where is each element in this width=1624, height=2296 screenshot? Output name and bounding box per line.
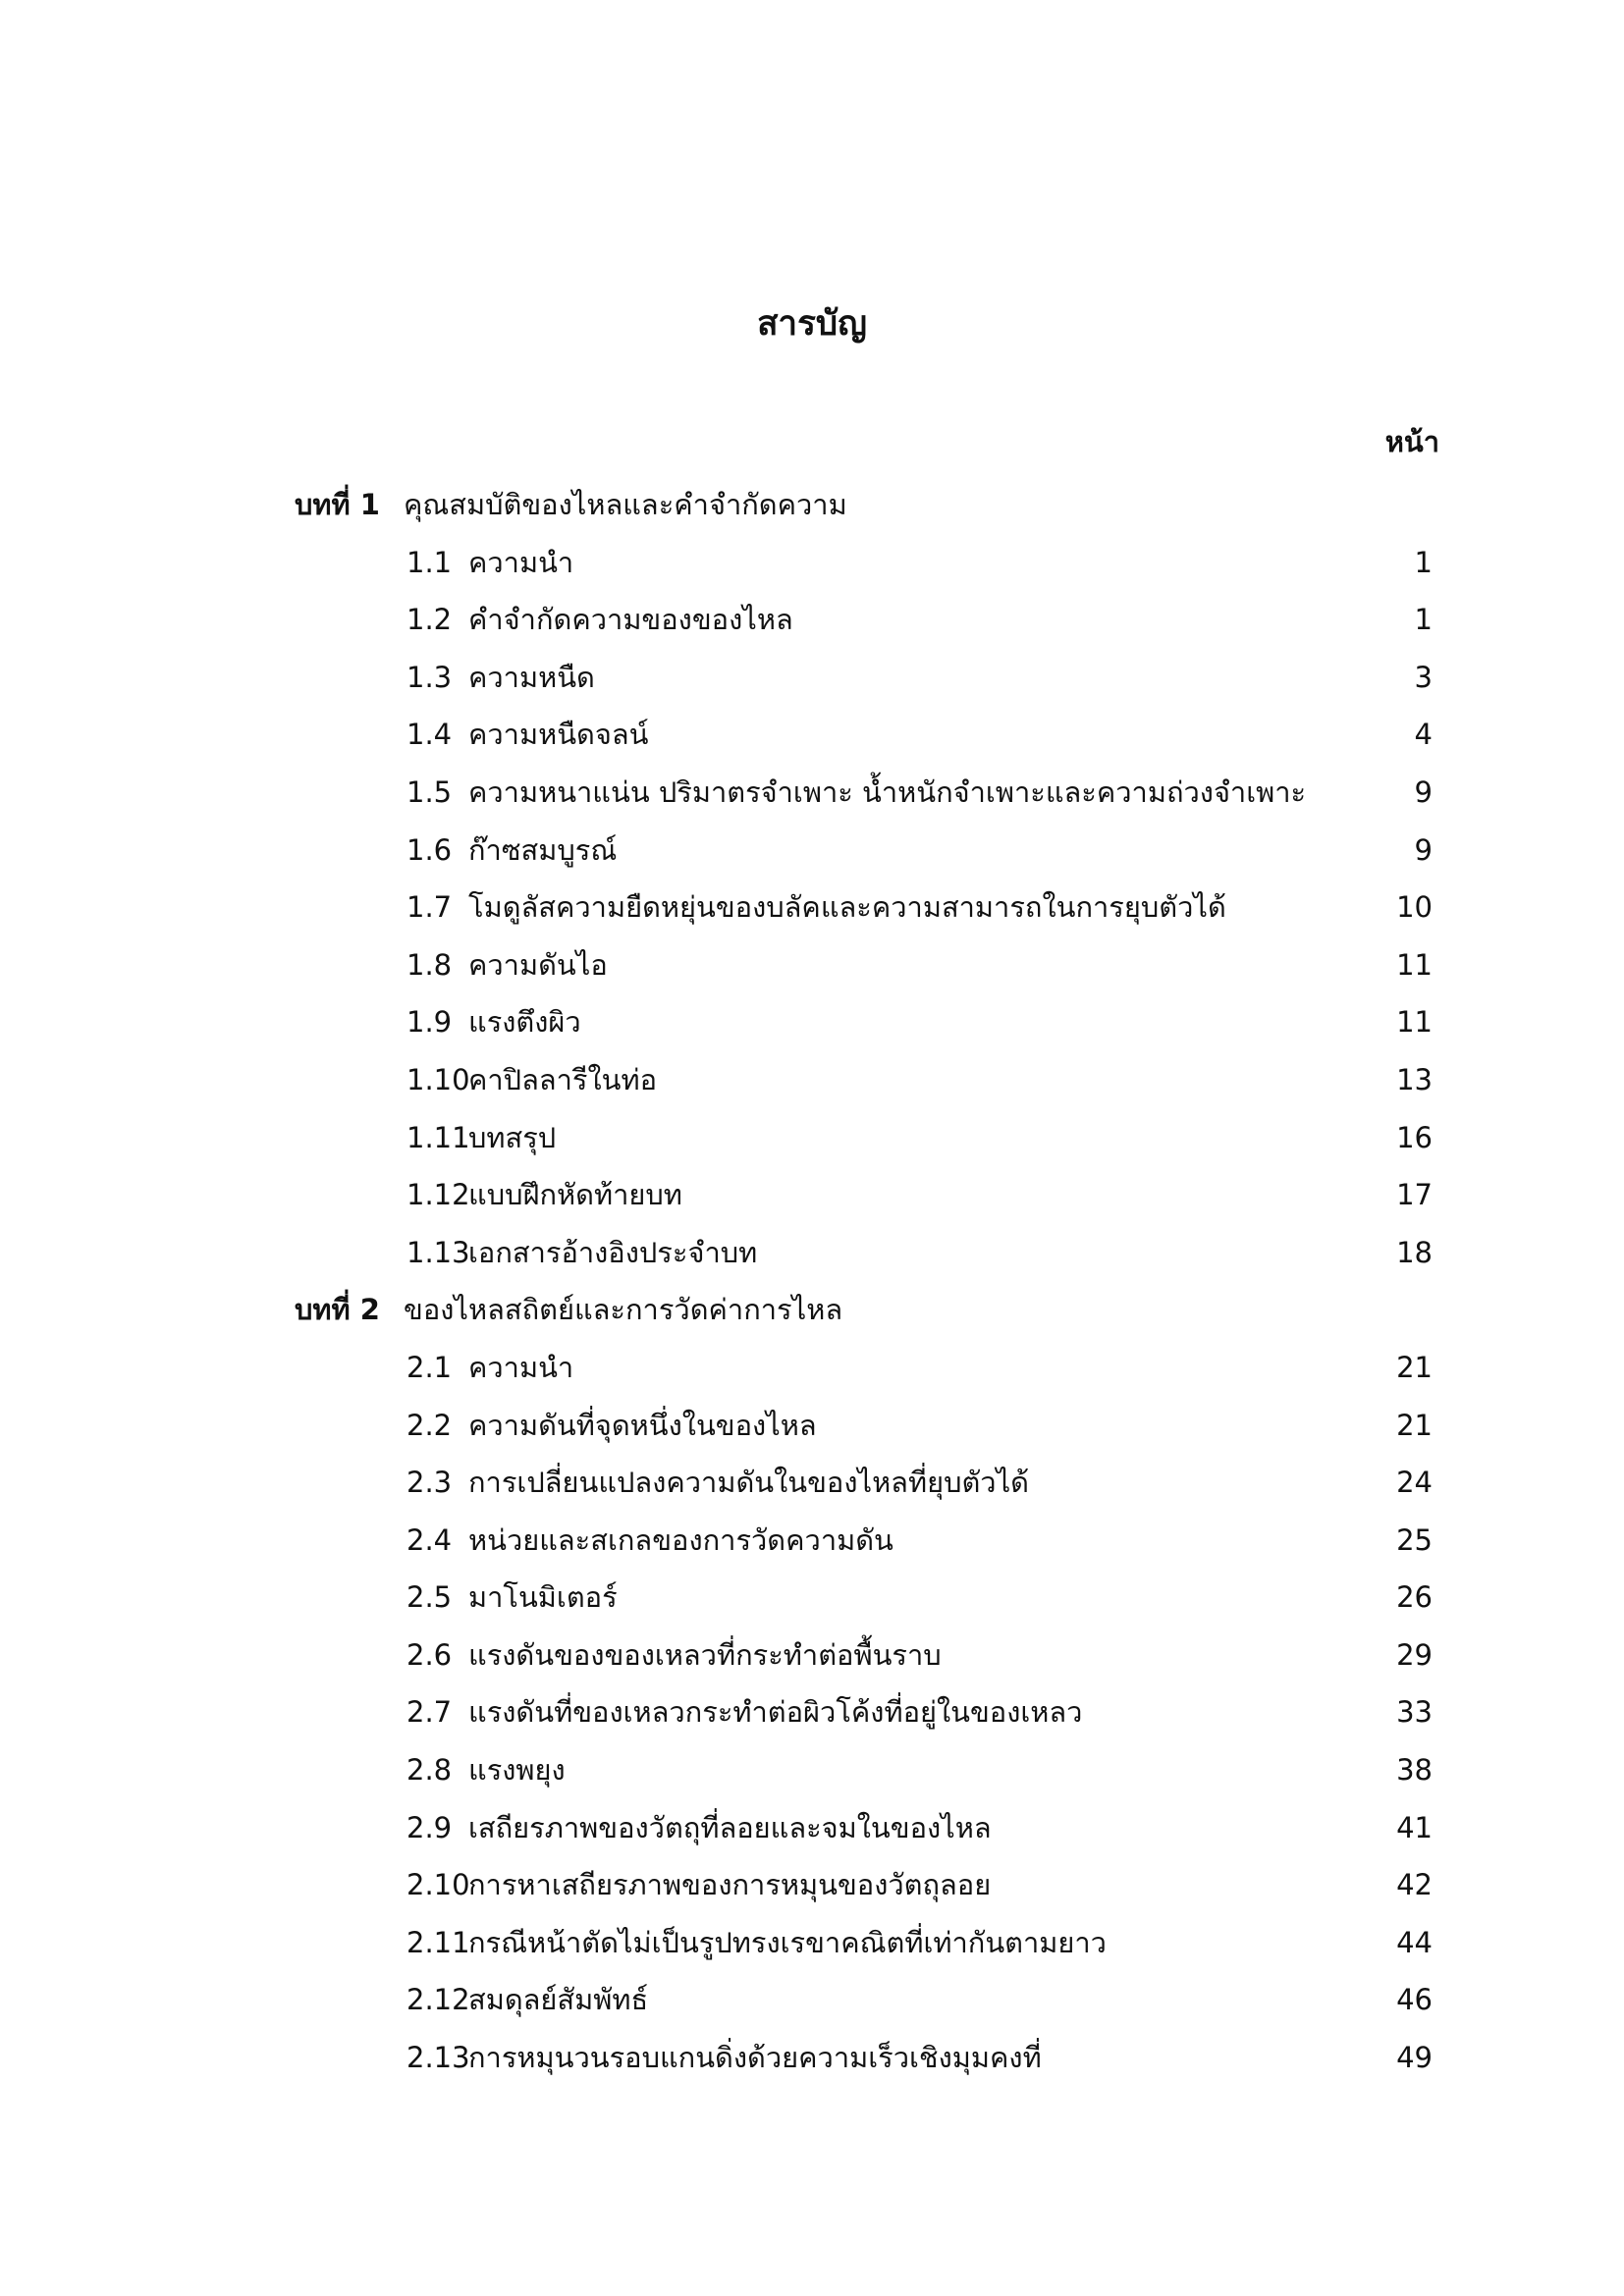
section-title: แรงตึงผิว — [468, 1005, 581, 1040]
section-page: 16 — [1396, 1120, 1433, 1154]
section-number: 1.8 — [406, 947, 453, 982]
section-page: 24 — [1396, 1466, 1433, 1500]
section-title: ความนำ — [468, 545, 574, 579]
section-title: บทสรุป — [468, 1120, 557, 1154]
section-page: 17 — [1396, 1178, 1433, 1212]
section-page: 26 — [1396, 1580, 1433, 1615]
section-number: 2.5 — [406, 1580, 453, 1615]
chapter-title: ของไหลสถิตย์และการวัดค่าการไหล — [404, 1293, 843, 1327]
section-title: การหมุนวนรอบแกนดิ่งด้วยความเร็วเชิงมุมคงที่ — [468, 2041, 1042, 2075]
toc-entry — [0, 2029, 1624, 2087]
section-title: ความหนืดจลน์ — [468, 718, 649, 752]
toc-chapter-1 — [0, 476, 1624, 534]
toc-entry — [0, 1051, 1624, 1109]
toc-entry — [0, 591, 1624, 649]
chapter-label: บทที่ 1 — [295, 488, 380, 521]
section-page: 42 — [1396, 1868, 1433, 1902]
section-page: 1 — [1414, 603, 1433, 637]
section-page: 21 — [1396, 1350, 1433, 1384]
toc-entry — [0, 1454, 1624, 1512]
section-page: 11 — [1396, 1005, 1433, 1040]
section-number: 2.1 — [406, 1350, 453, 1384]
section-number: 1.3 — [406, 660, 453, 694]
toc-entry — [0, 1109, 1624, 1167]
section-title: ความดันไอ — [468, 947, 608, 982]
toc-entry — [0, 1512, 1624, 1570]
section-page: 9 — [1414, 774, 1433, 809]
page-title: สารบัญ — [757, 304, 867, 344]
section-title: ความหนาแน่น ปริมาตรจำเพาะ น้ำหนักจำเพาะและความถ่วงจำเพาะ — [468, 774, 1307, 809]
section-title: หน่วยและสเกลของการวัดความดัน — [468, 1522, 893, 1557]
section-title: ความหนืด — [468, 660, 595, 694]
section-page: 25 — [1396, 1522, 1433, 1557]
section-number: 1.1 — [406, 545, 453, 579]
section-number: 2.13 — [406, 2041, 470, 2075]
toc-entry — [0, 1971, 1624, 2029]
section-page: 9 — [1414, 832, 1433, 867]
toc-entry — [0, 1224, 1624, 1282]
section-number: 2.12 — [406, 1983, 470, 2017]
chapter-title: คุณสมบัติของไหลและคำจำกัดความ — [404, 488, 847, 521]
section-title: แรงดันที่ของเหลวกระทำต่อผิวโค้งที่อยู่ในของเหลว — [468, 1695, 1083, 1730]
section-page: 18 — [1396, 1235, 1433, 1269]
page-column-header: หน้า — [1384, 425, 1439, 458]
section-page: 46 — [1396, 1983, 1433, 2017]
section-title: มาโนมิเตอร์ — [468, 1580, 618, 1615]
section-number: 2.8 — [406, 1753, 453, 1788]
section-number: 2.2 — [406, 1408, 453, 1442]
toc-entry — [0, 879, 1624, 936]
section-title: การเปลี่ยนแปลงความดันในของไหลที่ยุบตัวได้ — [468, 1466, 1030, 1500]
section-title: กรณีหน้าตัดไม่เป็นรูปทรงเรขาคณิตที่เท่ากันตามยาว — [468, 1925, 1107, 1959]
toc-entry — [0, 1339, 1624, 1397]
section-number: 2.9 — [406, 1810, 453, 1844]
toc-entry — [0, 1627, 1624, 1684]
toc-entry — [0, 993, 1624, 1051]
toc-entry — [0, 1683, 1624, 1741]
section-title: เอกสารอ้างอิงประจำบท — [468, 1235, 758, 1269]
section-page: 21 — [1396, 1408, 1433, 1442]
section-number: 2.3 — [406, 1466, 453, 1500]
chapter-label: บทที่ 2 — [295, 1293, 380, 1327]
section-number: 2.10 — [406, 1868, 470, 1902]
section-page: 4 — [1414, 718, 1433, 752]
toc-entry — [0, 936, 1624, 994]
section-number: 1.7 — [406, 890, 453, 925]
section-title: แรงดันของของเหลวที่กระทำต่อพื้นราบ — [468, 1637, 942, 1672]
section-page: 10 — [1396, 890, 1433, 925]
section-title: ก๊าซสมบูรณ์ — [468, 832, 618, 867]
toc-chapter-2 — [0, 1281, 1624, 1339]
section-title: แบบฝึกหัดท้ายบท — [468, 1178, 682, 1212]
section-title: ความดันที่จุดหนึ่งในของไหล — [468, 1408, 817, 1442]
section-page: 11 — [1396, 947, 1433, 982]
section-page: 38 — [1396, 1753, 1433, 1788]
section-number: 1.5 — [406, 774, 453, 809]
section-page: 13 — [1396, 1062, 1433, 1096]
section-title: สมดุลย์สัมพัทธ์ — [468, 1983, 649, 2017]
section-number: 1.13 — [406, 1235, 470, 1269]
section-page: 1 — [1414, 545, 1433, 579]
section-title: การหาเสถียรภาพของการหมุนของวัตถุลอย — [468, 1868, 992, 1902]
toc-entry — [0, 1914, 1624, 1972]
section-number: 1.11 — [406, 1120, 470, 1154]
section-page: 49 — [1396, 2041, 1433, 2075]
section-number: 1.2 — [406, 603, 453, 637]
section-title: เสถียรภาพของวัตถุที่ลอยและจมในของไหล — [468, 1810, 992, 1844]
toc-entry — [0, 1397, 1624, 1455]
section-page: 3 — [1414, 660, 1433, 694]
section-number: 1.4 — [406, 718, 453, 752]
toc-entry — [0, 1799, 1624, 1857]
section-number: 1.10 — [406, 1062, 470, 1096]
toc-entry — [0, 1569, 1624, 1627]
section-page: 41 — [1396, 1810, 1433, 1844]
section-number: 2.4 — [406, 1522, 453, 1557]
section-number: 2.11 — [406, 1925, 470, 1959]
section-number: 1.6 — [406, 832, 453, 867]
section-title: ความนำ — [468, 1350, 574, 1384]
toc-entry — [0, 649, 1624, 707]
toc-entry — [0, 1856, 1624, 1914]
section-number: 2.6 — [406, 1637, 453, 1672]
section-title: โมดูลัสความยืดหยุ่นของบลัคและความสามารถในการยุบตัวได้ — [468, 890, 1226, 925]
section-title: คำจำกัดความของของไหล — [468, 603, 793, 637]
section-page: 33 — [1396, 1695, 1433, 1730]
table-of-contents — [0, 476, 1624, 2087]
section-page: 29 — [1396, 1637, 1433, 1672]
section-title: แรงพยุง — [468, 1753, 566, 1788]
section-title: คาปิลลารีในท่อ — [468, 1062, 658, 1096]
toc-entry — [0, 1741, 1624, 1799]
toc-entry — [0, 534, 1624, 592]
section-page: 44 — [1396, 1925, 1433, 1959]
section-number: 1.9 — [406, 1005, 453, 1040]
section-number: 1.12 — [406, 1178, 470, 1212]
toc-entry — [0, 764, 1624, 822]
toc-entry — [0, 706, 1624, 764]
section-number: 2.7 — [406, 1695, 453, 1730]
toc-entry — [0, 822, 1624, 880]
toc-entry — [0, 1166, 1624, 1224]
